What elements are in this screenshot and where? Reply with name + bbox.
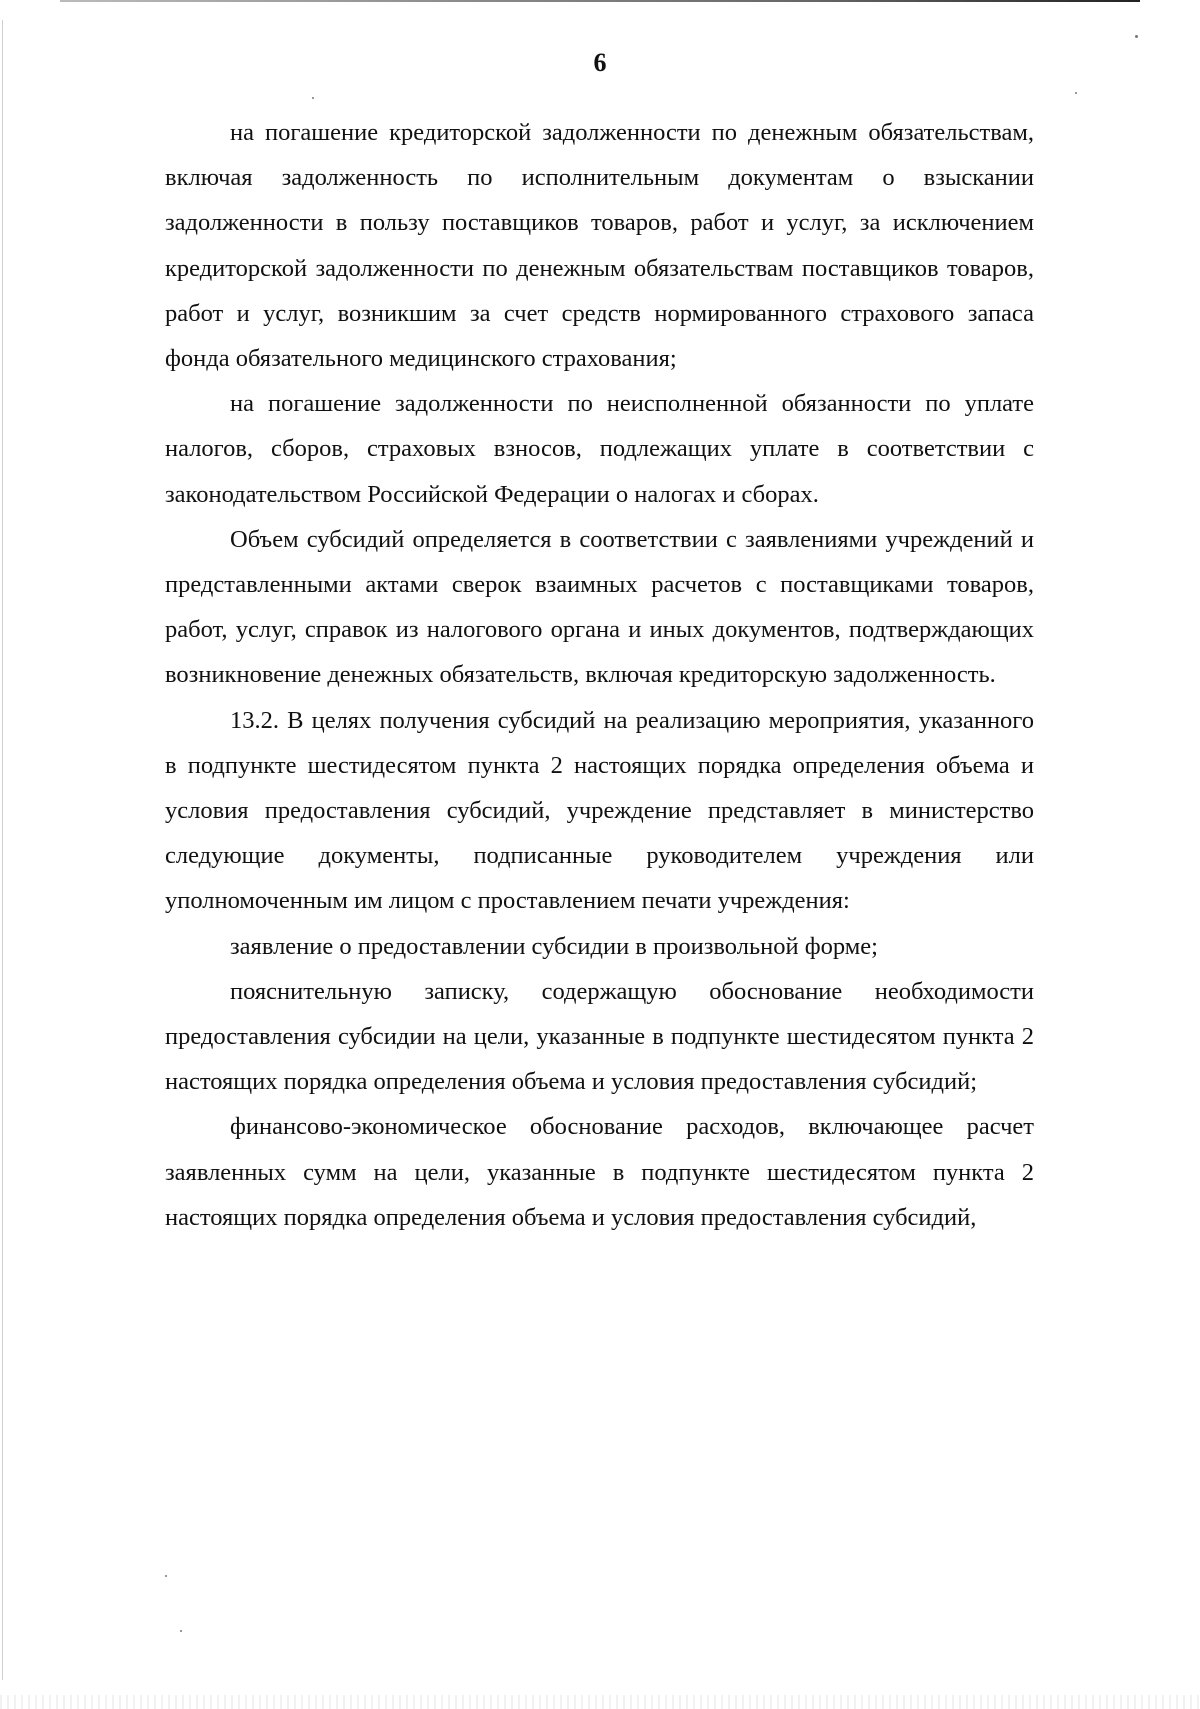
paragraph-explanatory-note: пояснительную записку, содержащую обоснование необходимости предоставления субсидии на цели, указанные в подпункте шестидесятом пункта 2 настоящих порядка определения объема и условия предоставления субсидий; [165,977,1034,1096]
scan-speck [165,1575,167,1577]
scan-speck [312,97,314,99]
paragraph-application: заявление о предоставлении субсидии в произвольной форме; [230,932,878,960]
paragraph-tax-debt: на погашение задолженности по неисполненной обязанности по уплате налогов, сборов, страховых взносов, подлежащих уплате в соответствии с законодательством Российской Федерации о налогах и сборах. [165,390,1034,508]
paragraph-subsidy-volume: Объем субсидий определяется в соответствии с заявлениями учреждений и представленными актами сверок взаимных расчетов с поставщиками товаров, работ, услуг, справок из налогового органа и иных документов, подтверждающих возникновение денежных обязательств, включая кредиторскую задолженность. [165,525,1034,689]
paragraph-creditor-debt: на погашение кредиторской задолженности по денежным обязательствам, включая задолженность по исполнительным документам о взыскании задолженности в пользу поставщиков товаров, работ и услуг, за исключением кредиторской задолженности по денежным обязательствам поставщиков товаров, работ и услуг, возникшим за счет средств нормированного страхового запаса фонда обязательного медицинского страхования; [165,119,1034,373]
scan-noise [0,1695,1200,1709]
scan-top-edge [60,0,1140,2]
scan-speck [1135,35,1138,38]
scan-speck [180,1630,182,1632]
paragraph-financial-justification: финансово-экономическое обоснование расходов, включающее расчет заявленных сумм на цели, указанные в подпункте шестидесятом пункта 2 настоящих порядка определения объема и условия предоставления субсидий, [165,1113,1034,1231]
scan-speck [1075,92,1077,94]
paragraph-13-2: 13.2. В целях получения субсидий на реализацию мероприятия, указанного в подпункте шестидесятом пункта 2 настоящих порядка определения объема и условия предоставления субсидий, учреждение представляет в министерство следующие документы, подписанные руководителем учреждения или уполномоченным им лицом с проставлением печати учреждения: [165,706,1034,915]
document-body [165,110,1034,1240]
scan-left-edge [2,20,3,1680]
page-number: 6 [593,48,607,77]
